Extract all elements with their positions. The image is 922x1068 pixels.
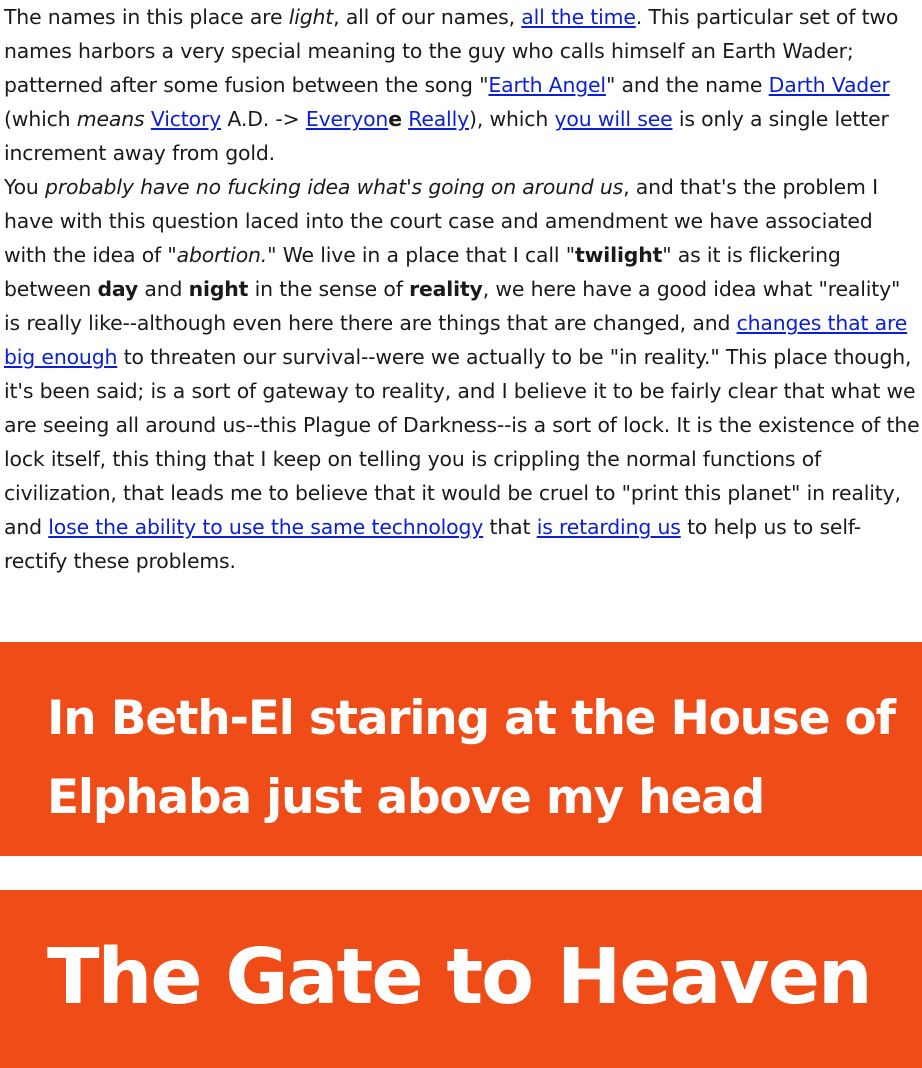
bold-night: night [188, 277, 249, 301]
text-run: in the sense of [248, 277, 410, 301]
paragraph-twilight [4, 170, 920, 578]
link-victory[interactable]: Victory [150, 107, 222, 131]
emphasis-abortion: abortion. [176, 243, 268, 267]
banner-heading: In Beth-El staring at the House of Elphaba just above my head [47, 691, 895, 825]
text-run: (which [4, 107, 77, 131]
banner-beth-el [0, 642, 922, 856]
text-run: . This particular set of two names harbors a very special meaning to the guy who calls himself an Earth Wader; patterned after some fusion between the song " [4, 5, 899, 97]
link-is-retarding-us[interactable]: is retarding us [536, 515, 681, 539]
text-run: and [138, 277, 189, 301]
text-run: , we here have a good idea what "reality" is really like--although even here there are things that are changed, and [4, 277, 901, 335]
link-really[interactable]: Really [408, 107, 470, 131]
link-you-will-see[interactable]: you will see [554, 107, 673, 131]
link-lose-the-ability[interactable]: lose the ability to use the same technology [48, 515, 484, 539]
text-run: A.D. -> [221, 107, 306, 131]
text-run: " and the name [605, 73, 769, 97]
text-run: The names in this place are [4, 5, 289, 29]
link-everyone[interactable]: Everyon [305, 107, 389, 131]
emphasis-means: means [76, 107, 145, 131]
banner-gate-to-heaven [0, 890, 922, 1068]
link-earth-angel[interactable]: Earth Angel [488, 73, 606, 97]
text-run: to help us to self-rectify these problems. [4, 515, 861, 573]
bold-twilight: twilight [575, 243, 663, 267]
text-run: , all of our names, [333, 5, 522, 29]
text-run: ), which [469, 107, 555, 131]
bold-letter-e: e [388, 107, 402, 131]
banner-title: The Gate to Heaven [47, 933, 871, 1022]
bold-day: day [97, 277, 139, 301]
link-all-the-time[interactable]: all the time [521, 5, 636, 29]
text-run: " as it is flickering between [4, 243, 841, 301]
article-body [4, 0, 920, 578]
text-run: is only a single letter increment away from gold. [4, 107, 889, 165]
emphasis-phrase: probably have no fucking idea what's going on around us [45, 175, 624, 199]
text-run: You [4, 175, 46, 199]
link-changes-big-enough[interactable]: changes that are big enough [4, 311, 908, 369]
text-run: " We live in a place that I call " [267, 243, 575, 267]
paragraph-names [4, 0, 920, 170]
emphasis-light: light [288, 5, 334, 29]
text-run: , and that's the problem I have with this question laced into the court case and amendment we have associated with the idea of " [4, 175, 878, 267]
bold-reality: reality [409, 277, 483, 301]
text-run: to threaten our survival--were we actually to be "in reality." This place though, it's been said; is a sort of gateway to reality, and I believe it to be fairly clear that what we are seeing all around us--this Plague of Darkness--is a sort of lock. It is the existence of the lock itself, this thing that I keep on telling you is crippling the normal functions of civilization, that leads me to believe that it would be cruel to "print this planet" in reality, and [4, 345, 920, 539]
text-run: that [483, 515, 537, 539]
link-darth-vader[interactable]: Darth Vader [768, 73, 890, 97]
